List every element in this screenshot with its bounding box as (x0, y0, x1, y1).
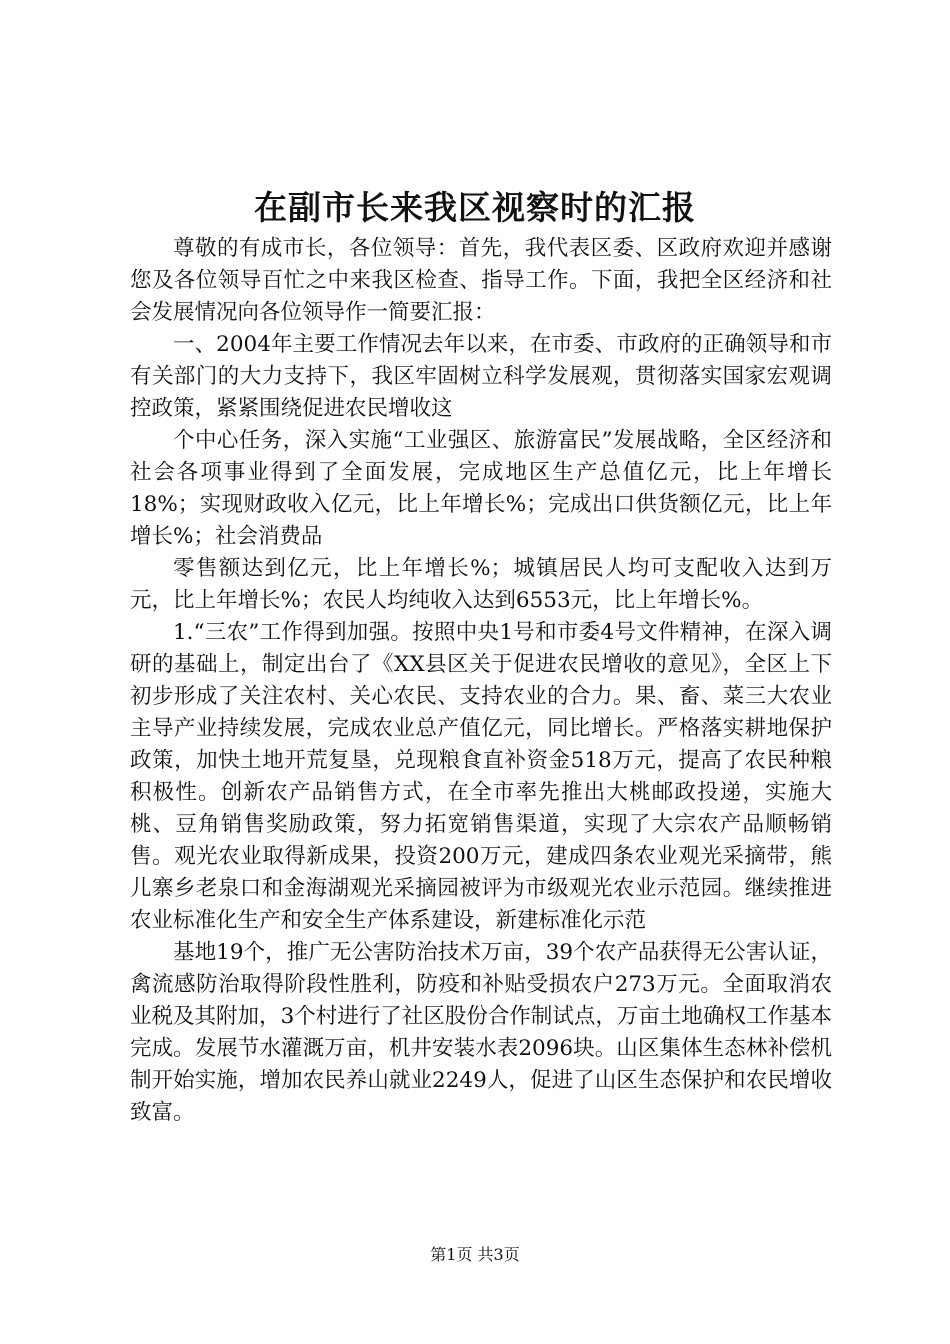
document-title: 在副市长来我区视察时的汇报 (254, 188, 696, 227)
paragraph-section-one-intro: 一、2004年主要工作情况去年以来，在市委、市政府的正确领导和市有关部门的大力支持下，我区牢固树立科学发展观，贯彻落实国家宏观调控政策，紧紧围绕促进农民增收这 (130, 332, 832, 421)
paragraph-sannong: 1.“三农”工作得到加强。按照中央1号和市委4号文件精神，在深入调研的基础上，制定出台了《XX县区关于促进农民增收的意见》，全区上下初步形成了关注农村、关心农民、支持农业的合力。果、畜、菜三大农业主导产业持续发展，完成农业总产值亿元，同比增长。严格落实耕地保护政策，加快土地开荒复垦，兑现粮食直补资金518万元，提高了农民种粮积极性。创新农产品销售方式，在全市率先推出大桃邮政投递，实施大桃、豆角销售奖励政策，努力拓宽销售渠道，实现了大宗农产品顺畅销售。观光农业取得新成果，投资200万元，建成四条农业观光采摘带，熊儿寨乡老泉口和金海湖观光采摘园被评为市级观光农业示范园。继续推进农业标准化生产和安全生产体系建设，新建标准化示范 (130, 620, 832, 933)
page-number-footer: 第1页 共3页 (430, 1245, 520, 1264)
paragraph-bases: 基地19个，推广无公害防治技术万亩，39个农产品获得无公害认证，禽流感防治取得阶段性胜利，防疫和补贴受损农户273万元。全面取消农业税及其附加，3个村进行了社区股份合作制试点，万亩土地确权工作基本完成。发展节水灌溉万亩，机井安装水表2096块。山区集体生态林补偿机制开始实施，增加农民养山就业2249人，促进了山区生态保护和农民增收致富。 (130, 940, 832, 1125)
paragraph-strategy: 个中心任务，深入实施“工业强区、旅游富民”发展战略，全区经济和社会各项事业得到了全面发展，完成地区生产总值亿元，比上年增长18%；实现财政收入亿元，比上年增长%；完成出口供货额亿元，比上年增长%；社会消费品 (130, 428, 832, 549)
paragraph-income: 零售额达到亿元，比上年增长%；城镇居民人均可支配收入达到万元，比上年增长%；农民人均纯收入达到6553元，比上年增长%。 (130, 556, 832, 613)
document-body (130, 233, 832, 1129)
paragraph-greeting: 尊敬的有成市长，各位领导：首先，我代表区委、区政府欢迎并感谢您及各位领导百忙之中来我区检查、指导工作。下面，我把全区经济和社会发展情况向各位领导作一简要汇报： (130, 236, 832, 325)
